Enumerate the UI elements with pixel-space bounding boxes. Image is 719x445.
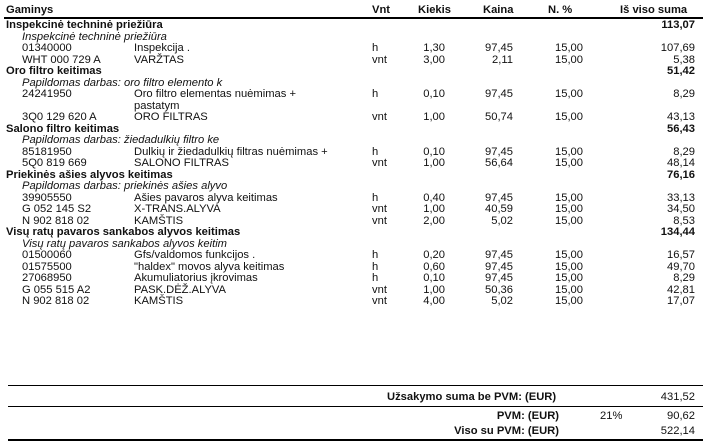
grand-total-value: 522,14 [660,425,695,437]
item-unit: h [372,88,379,100]
item-sum: 49,70 [667,260,695,273]
item-unit: h [372,191,379,204]
item-discount: 15,00 [555,157,583,169]
group-title: Inspekcinė techninė priežiūra [6,19,163,31]
group-total: 76,16 [667,168,695,181]
col-header-total: Iš viso suma [620,4,688,16]
group-total: 134,44 [660,226,695,238]
item-price: 56,64 [485,157,513,169]
col-header-product: Gaminys [6,4,54,16]
item-price: 97,45 [485,145,513,158]
item-code: 01575500 [22,260,72,273]
item-unit: vnt [372,283,387,296]
item-code: G 052 145 S2 [22,203,92,215]
item-price: 97,45 [485,260,513,273]
item-discount: 15,00 [555,53,583,66]
item-discount: 15,00 [555,272,583,284]
totals-bottom-divider [8,439,703,441]
item-unit: vnt [372,203,387,215]
item-unit: h [372,42,379,54]
item-quantity: 3,00 [423,53,445,66]
item-sum: 8,29 [673,88,695,100]
group-subtitle: Papildomas darbas: oro filtro elemento k [22,76,223,89]
item-description: VARŽTAS [134,53,184,66]
item-unit: h [372,272,379,284]
item-description: ORO FILTRAS [134,111,208,123]
item-description: Ašies pavaros alyva keitimas [134,191,278,204]
group-subtitle: Inspekcinė techninė priežiūra [22,30,167,43]
item-discount: 15,00 [555,214,583,227]
item-sum: 42,81 [667,283,695,296]
item-code: 39905550 [22,191,72,204]
item-code: G 055 515 A2 [22,283,91,296]
item-description: X-TRANS.ALYVA [134,203,221,215]
item-code: 5Q0 819 669 [22,157,87,169]
item-quantity: 0,10 [423,88,445,100]
vat-value: 90,62 [667,410,695,422]
item-sum: 17,07 [667,295,695,307]
item-code: N 902 818 02 [22,295,90,307]
item-discount: 15,00 [555,111,583,123]
group-title: Visų ratų pavaros sankabos alyvos keitimas [6,226,241,238]
item-unit: vnt [372,214,387,227]
item-quantity: 1,00 [423,111,445,123]
col-header-discount: N. % [548,4,573,16]
item-code: 24241950 [22,88,72,100]
subtotal-label: Užsakymo suma be PVM: (EUR) [387,391,557,403]
item-discount: 15,00 [555,145,583,158]
item-sum: 107,69 [660,42,695,54]
item-price: 5,02 [491,295,513,307]
col-header-qty: Kiekis [418,4,451,16]
item-price: 5,02 [491,214,513,227]
item-quantity: 1,00 [423,157,445,169]
item-description: Gfs/valdomos funkcijos . [134,249,256,261]
item-quantity: 2,00 [423,214,445,227]
subtotal-value: 431,52 [660,391,695,403]
item-discount: 15,00 [555,191,583,204]
item-price: 2,11 [492,53,513,66]
item-price: 97,45 [485,88,513,100]
item-description: Dulkių ir žiedadulkių filtras nuėmimas + [134,145,328,158]
item-description: SALONO FILTRAS [134,157,229,169]
item-code: WHT 000 729 A [22,53,101,66]
group-title: Salono filtro keitimas [6,122,120,135]
item-price: 97,45 [485,191,513,204]
item-price: 97,45 [485,272,513,284]
item-quantity: 0,10 [423,145,445,158]
item-sum: 5,38 [673,53,695,66]
item-quantity: 1,30 [423,42,445,54]
item-discount: 15,00 [555,249,583,261]
item-unit: h [372,249,379,261]
group-title: Priekinės ašies alyvos keitimas [6,168,173,181]
item-unit: h [372,145,379,158]
item-description: Akumuliatorius įkrovimas [134,272,258,284]
item-sum: 48,14 [667,157,695,169]
group-total: 113,07 [661,19,695,31]
item-discount: 15,00 [555,283,583,296]
item-price: 40,59 [485,203,513,215]
item-description-cont: pastatym [134,99,180,112]
item-quantity: 0,20 [423,249,445,261]
item-quantity: 1,00 [423,283,445,296]
item-sum: 8,29 [673,145,695,158]
group-total: 51,42 [667,65,695,77]
item-code: 27068950 [22,272,72,284]
item-code: N 902 818 02 [22,214,90,227]
item-discount: 15,00 [555,295,583,307]
item-unit: vnt [372,111,387,123]
vat-rate: 21% [600,410,623,422]
item-code: 01500060 [22,249,72,261]
item-unit: vnt [372,53,387,66]
group-subtitle: Visų ratų pavaros sankabos alyvos keitim [22,237,227,250]
item-sum: 8,53 [673,214,695,227]
group-title: Oro filtro keitimas [6,65,102,77]
item-sum: 33,13 [667,191,695,204]
item-price: 50,36 [485,283,513,296]
item-unit: vnt [372,295,387,307]
item-discount: 15,00 [555,203,583,215]
item-description: "haldex" movos alyva keitimas [134,260,285,273]
item-description: Inspekcija . [134,42,190,54]
col-header-price: Kaina [483,4,514,16]
grand-total-label: Viso su PVM: (EUR) [454,425,559,437]
item-description: KAMŠTIS [134,214,184,227]
item-description: KAMŠTIS [134,295,184,307]
col-header-unit: Vnt [372,4,391,16]
totals-top-divider [8,385,703,386]
item-sum: 8,29 [673,272,695,284]
item-unit: vnt [372,157,387,169]
item-sum: 16,57 [667,249,695,261]
item-code: 85181950 [22,145,72,158]
item-quantity: 4,00 [423,295,445,307]
group-subtitle: Papildomas darbas: žiedadulkių filtro ke [22,134,220,146]
item-price: 97,45 [485,249,513,261]
item-description: Oro filtro elementas nuėmimas + [134,88,296,100]
group-total: 56,43 [667,122,695,135]
item-price: 50,74 [485,111,513,123]
item-discount: 15,00 [555,260,583,273]
item-code: 3Q0 129 620 A [22,111,97,123]
item-discount: 15,00 [555,42,583,54]
item-quantity: 1,00 [423,203,445,215]
group-subtitle: Papildomas darbas: priekinės ašies alyvo [22,180,228,192]
item-code: 01340000 [22,42,72,54]
vat-label: PVM: (EUR) [496,410,559,422]
item-sum: 34,50 [667,203,695,215]
item-description: PASK.DĖŽ.ALYVA [134,283,227,296]
item-quantity: 0,60 [423,260,445,273]
item-unit: h [372,260,379,273]
item-quantity: 0,10 [423,272,445,284]
item-sum: 43,13 [667,111,695,123]
item-price: 97,45 [485,42,513,54]
item-discount: 15,00 [555,88,583,100]
item-quantity: 0,40 [423,191,445,204]
totals-mid-divider [8,406,703,407]
